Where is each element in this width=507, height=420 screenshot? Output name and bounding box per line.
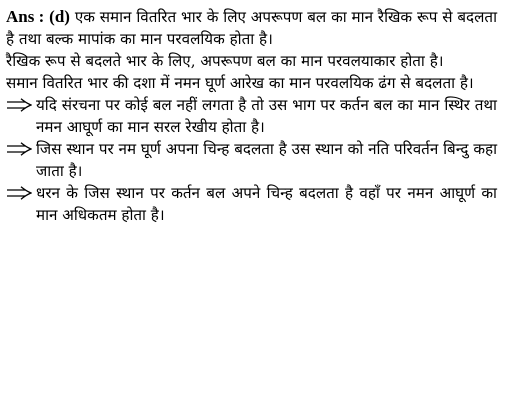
bullet-item-max-moment — [6, 182, 497, 226]
answer-text: एक समान वितरित भार के लिए अपरूपण बल का मान रैखिक रूप से बदलता है तथा बल्क मापांक का मान परवलयिक होता है। — [6, 8, 498, 48]
bullet-item-no-load — [6, 94, 497, 138]
bullet-text: धरन के जिस स्थान पर कर्तन बल अपने चिन्ह बदलता है वहाँ पर नमन आघूर्ण का मान अधिकतम होता है। — [36, 184, 497, 224]
implies-arrow-icon — [6, 138, 36, 160]
paragraph-udl-bending-moment: समान वितरित भार की दशा में नमन घूर्ण आरेख का मान परवलयिक ढंग से बदलता है। — [6, 74, 474, 92]
implies-arrow-icon — [6, 94, 36, 116]
answer-paragraph — [6, 6, 497, 50]
bullet-text: यदि संरचना पर कोई बल नहीं लगता है तो उस भाग पर कर्तन बल का मान स्थिर तथा नमन आघूर्ण का मान सरल रेखीय होता है। — [36, 96, 497, 136]
answer-label: Ans : — [6, 7, 45, 26]
answer-option: (d) — [49, 7, 70, 26]
bullet-item-contraflexure — [6, 138, 497, 182]
paragraph-linear-load: रैखिक रूप से बदलते भार के लिए, अपरूपण बल का मान परवलयाकार होता है। — [6, 52, 444, 70]
implies-arrow-icon — [6, 182, 36, 204]
bullet-text: जिस स्थान पर नम घूर्ण अपना चिन्ह बदलता है उस स्थान को नति परिवर्तन बिन्दु कहा जाता है। — [36, 140, 497, 180]
